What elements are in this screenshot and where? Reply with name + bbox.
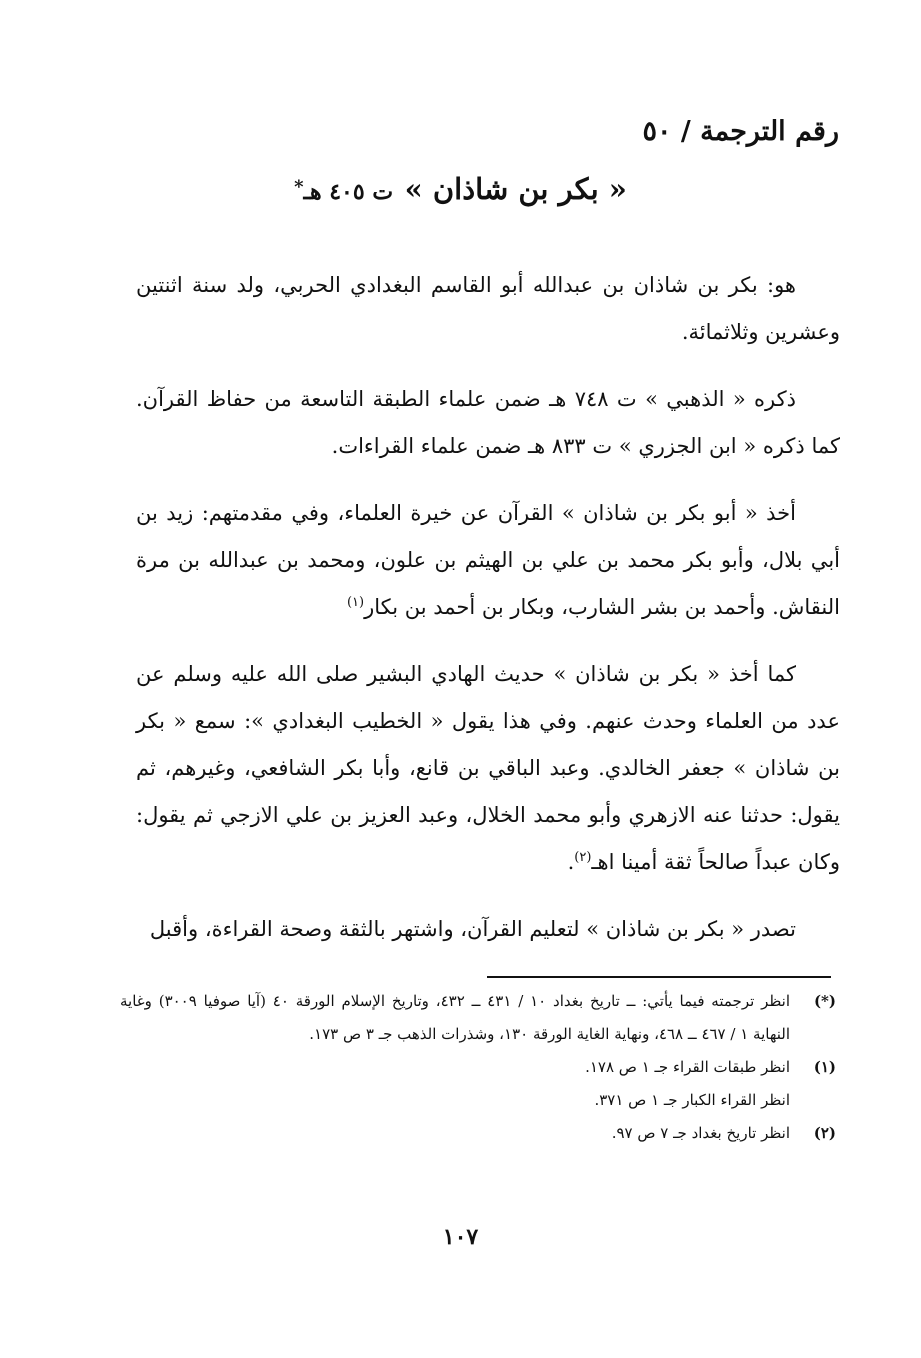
entry-title-name: « بكر بن شاذان » bbox=[404, 172, 627, 206]
footnote-text: انظر ترجمته فيما يأتي: ــ تاريخ بغداد ١٠ / ٤٣١ ــ ٤٣٢، وتاريخ الإسلام الورقة ٤٠ (آيا صوفيا ٣٠٠٩) وغاية النهاية ١ / ٤٦٧ ــ ٤٦٨، ونهاية الغاية الورقة ١٣٠، وشذرات الذهب جـ ٣ ص ١٧٣. bbox=[120, 992, 791, 1043]
biography-body bbox=[136, 262, 840, 973]
paragraph-hadith-end: . bbox=[567, 850, 575, 874]
entry-title-footnote-marker: * bbox=[294, 176, 304, 198]
footnote-divider bbox=[487, 976, 831, 978]
footnote-item bbox=[120, 1117, 836, 1150]
footnote-item bbox=[120, 1084, 836, 1117]
page-number: ١٠٧ bbox=[442, 1224, 479, 1250]
entry-title bbox=[0, 172, 921, 206]
paragraph-mentions: ذكره « الذهبي » ت ٧٤٨ هـ ضمن علماء الطبقة التاسعة من حفاظ القرآن. كما ذكره « ابن الجزري » ت ٨٣٣ هـ ضمن علماء القراءات. bbox=[136, 387, 840, 458]
footnote-mark: (١) bbox=[813, 1058, 836, 1076]
footnotes bbox=[120, 985, 836, 1150]
footnote-mark: (٢) bbox=[813, 1124, 836, 1142]
footnote-text: انظر طبقات القراء جـ ١ ص ١٧٨. bbox=[585, 1058, 790, 1076]
paragraph-teachers bbox=[136, 490, 840, 631]
entry-number: رقم الترجمة / ٥٠ bbox=[642, 116, 839, 147]
footnote-mark: (*) bbox=[813, 992, 836, 1010]
footnote-text: انظر القراء الكبار جـ ١ ص ٣٧١. bbox=[594, 1091, 790, 1109]
footnote-text: انظر تاريخ بغداد جـ ٧ ص ٩٧. bbox=[611, 1124, 790, 1142]
paragraph-identity: هو: بكر بن شاذان بن عبدالله أبو القاسم البغدادي الحربي، ولد سنة اثنتين وعشرين وثلاثمائة. bbox=[136, 273, 840, 344]
paragraph-hadith-text: كما أخذ « بكر بن شاذان » حديث الهادي البشير صلى الله عليه وسلم عن عدد من العلماء وحدث عنهم. وفي هذا يقول « الخطيب البغدادي »: سمع « بكر بن شاذان » جعفر الخالدي. وعبد الباقي بن قانع، وأبا بكر الشافعي، وغيرهم، ثم يقول: حدثنا عنه الازهري وأبو محمد الخلال، وعبد العزيز بن علي الازجي ثم يقول: وكان عبداً صالحاً ثقة أمينا اهـ bbox=[136, 662, 840, 874]
footnote-item bbox=[120, 985, 836, 1051]
paragraph-hadith bbox=[136, 651, 840, 886]
footnote-ref-1[interactable]: (١) bbox=[346, 595, 365, 610]
footnote-item bbox=[120, 1051, 836, 1084]
footnote-mark bbox=[790, 1084, 836, 1117]
entry-title-date: ت ٤٠٥ هـ bbox=[303, 179, 394, 205]
footnote-ref-2[interactable]: (٢) bbox=[574, 850, 592, 865]
paragraph-teachers-text: أخذ « أبو بكر بن شاذان » القرآن عن خيرة العلماء، وفي مقدمتهم: زيد بن أبي بلال، وأبو بكر محمد بن علي بن الهيثم بن علون، ومحمد بن عبدالله بن مرة النقاش. وأحمد بن بشر الشارب، وبكار بن أحمد بن بكار bbox=[136, 501, 840, 619]
paragraph-teaching: تصدر « بكر بن شاذان » لتعليم القرآن، واشتهر بالثقة وصحة القراءة، وأقبل bbox=[149, 917, 796, 941]
